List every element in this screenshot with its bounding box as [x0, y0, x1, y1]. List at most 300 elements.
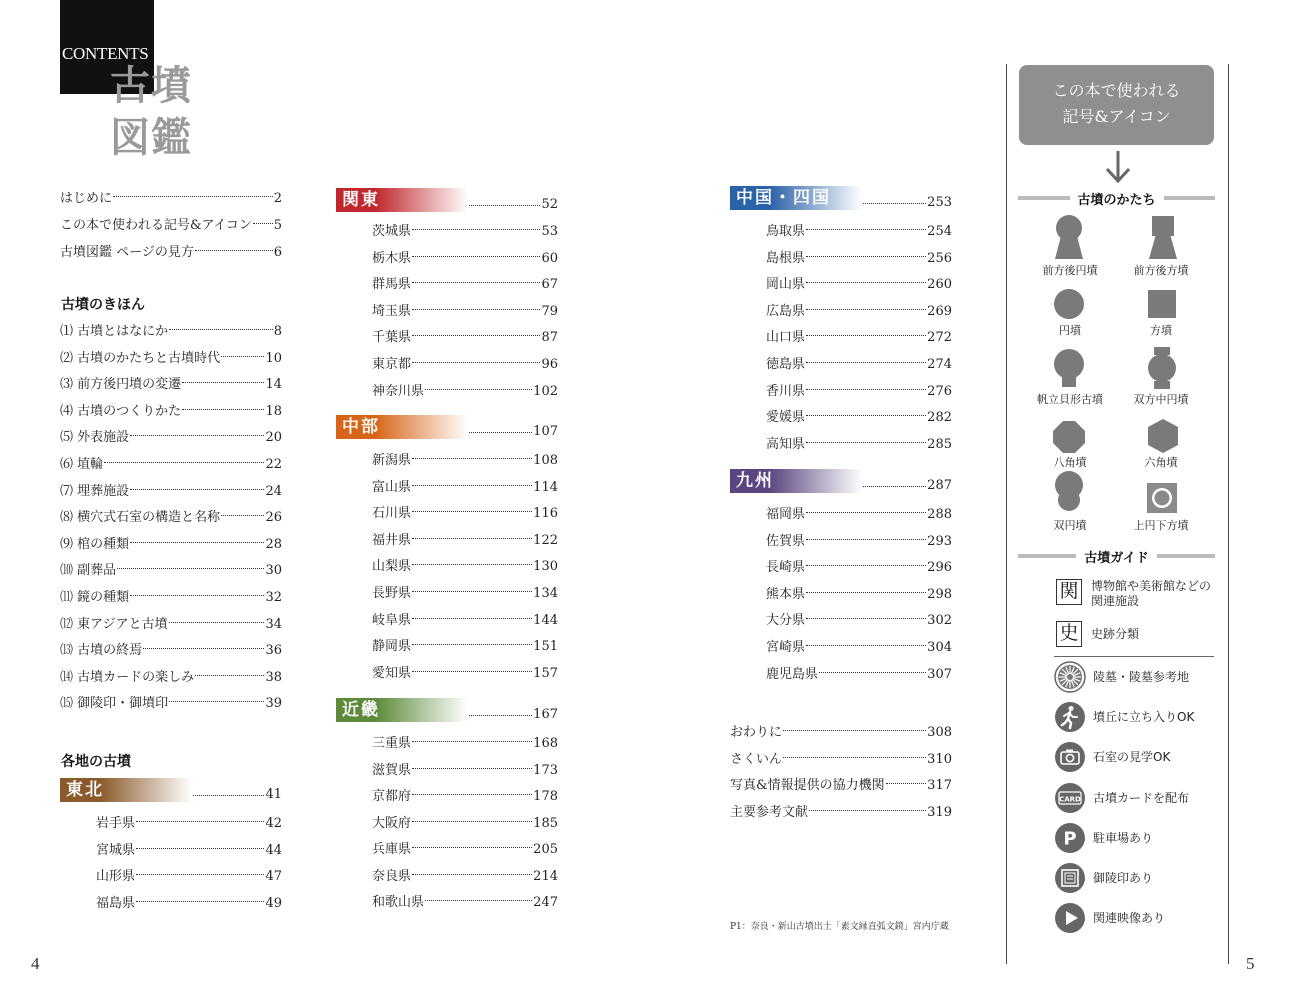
- twin-round-tomb-icon: [1052, 470, 1086, 514]
- toc-entry-label: 鹿児島県: [766, 666, 819, 682]
- toc-entry-prefecture[interactable]: [96, 839, 282, 857]
- toc-entry-prefecture[interactable]: [766, 556, 952, 574]
- camera-icon: [1054, 741, 1086, 773]
- toc-entry-label: ⑹ 埴輪: [60, 457, 104, 472]
- toc-entry-prefecture[interactable]: [372, 529, 558, 547]
- leader-dots: [412, 732, 532, 742]
- toc-entry-page: 14: [265, 377, 282, 393]
- toc-entry-label: 大分県: [766, 613, 806, 629]
- toc-entry-label: 山梨県: [372, 559, 412, 575]
- toc-entry-label: 岡山県: [766, 277, 806, 293]
- region-badge-kinki: 近畿: [336, 698, 468, 722]
- toc-entry-basics[interactable]: [60, 453, 282, 471]
- toc-entry-page: 151: [533, 639, 558, 655]
- toc-entry-page: 22: [265, 457, 282, 472]
- icon-text-card: 古墳カードを配布: [1093, 791, 1190, 805]
- hexagonal-tomb-icon: [1146, 418, 1180, 454]
- toc-entry-page: 30: [265, 563, 282, 579]
- toc-entry-page: 53: [541, 224, 558, 239]
- toc-entry-prefecture[interactable]: [372, 759, 558, 777]
- contents-label: CONTENTS: [62, 44, 149, 63]
- toc-entry-page: 39: [265, 696, 282, 712]
- shape-label-zenpokohofun: 前方後方墳: [1133, 264, 1189, 277]
- region-badge-chugoku: 中国・四国: [730, 186, 862, 210]
- shape-label-soenfun: 双円墳: [1053, 519, 1087, 532]
- toc-entry-prefecture[interactable]: [372, 353, 558, 371]
- toc-entry-prefecture[interactable]: [372, 865, 558, 883]
- toc-entry-label: 長野県: [372, 586, 412, 601]
- toc-entry-prefecture[interactable]: [372, 732, 558, 750]
- legend-title-line2: 記号&アイコン: [1062, 107, 1171, 126]
- toc-entry-label: 兵庫県: [372, 842, 412, 857]
- toc-entry-label: 福島県: [96, 895, 136, 911]
- toc-entry-basics[interactable]: [60, 480, 282, 498]
- toc-entry-page: 26: [265, 510, 282, 526]
- toc-entry-label: 京都府: [372, 789, 412, 804]
- toc-entry-label: 古墳図鑑 ページの見方: [60, 245, 194, 260]
- toc-entry-label: ⑺ 埋葬施設: [60, 483, 130, 499]
- toc-entry-label: 和歌山県: [372, 895, 425, 910]
- toc-entry-basics[interactable]: [60, 400, 282, 418]
- region-header-kyushu[interactable]: [730, 469, 952, 493]
- toc-entry-label: 福岡県: [766, 507, 806, 522]
- toc-entry-page: 38: [265, 669, 282, 685]
- icon-text-stamp: 御陵印あり: [1093, 871, 1154, 885]
- toc-entry-label: 大阪府: [372, 815, 412, 831]
- guide-divider: [1054, 656, 1214, 657]
- toc-entry-label: 石川県: [372, 506, 412, 522]
- toc-entry-prefecture[interactable]: [372, 326, 558, 344]
- leader-dots: [195, 666, 264, 676]
- guide-heading: 古墳ガイド: [1018, 549, 1215, 563]
- icon-text-chamber-visit: 石室の見学OK: [1093, 750, 1171, 764]
- toc-entry-label: 千葉県: [372, 330, 412, 346]
- toc-entry-label: 高知県: [766, 436, 806, 452]
- toc-entry-page: 310: [927, 751, 952, 767]
- play-icon: [1054, 902, 1086, 934]
- toc-entry-page: 256: [927, 250, 952, 266]
- leader-dots: [469, 194, 540, 206]
- toc-entry-prefecture[interactable]: [372, 838, 558, 856]
- toc-entry-label: 三重県: [372, 736, 412, 751]
- toc-entry-page: 282: [927, 410, 952, 426]
- toc-entry-prefecture[interactable]: [372, 891, 558, 909]
- toc-entry-prefecture[interactable]: [766, 530, 952, 548]
- region-badge-chubu: 中部: [336, 415, 468, 439]
- toc-entry-label: 写真&情報提供の協力機関: [730, 778, 885, 794]
- toc-entry-prefecture[interactable]: [766, 247, 952, 265]
- toc-entry-label: ⑽ 副葬品: [60, 563, 117, 579]
- toc-entry-prefecture[interactable]: [96, 892, 282, 910]
- leader-dots: [412, 812, 532, 822]
- leader-dots: [412, 326, 540, 336]
- toc-entry-prefecture[interactable]: [372, 662, 558, 680]
- leader-dots: [412, 502, 532, 512]
- toc-entry-prefecture[interactable]: [766, 636, 952, 654]
- toc-entry-label: ⑶ 前方後円墳の変遷: [60, 377, 182, 393]
- section-heading-basics: 古墳のきほん: [61, 297, 145, 313]
- leader-dots: [221, 347, 264, 357]
- toc-entry-intro[interactable]: [60, 241, 282, 259]
- leader-dots: [193, 784, 264, 796]
- toc-entry-closing[interactable]: [730, 801, 952, 819]
- toc-entry-page: 32: [265, 590, 282, 605]
- toc-entry-page: 116: [533, 506, 558, 522]
- toc-entry-label: ⑻ 横穴式石室の構造と名称: [60, 510, 221, 526]
- toc-entry-page: 114: [533, 479, 558, 495]
- leader-dots: [412, 529, 532, 539]
- toc-entry-label: 宮崎県: [766, 640, 806, 655]
- shape-label-rokkakufun: 六角墳: [1144, 456, 1178, 469]
- leader-dots: [806, 636, 926, 646]
- octagonal-tomb-icon: [1052, 420, 1086, 454]
- toc-entry-page: 185: [533, 815, 558, 831]
- toc-entry-basics[interactable]: [60, 373, 282, 391]
- region-page: 52: [541, 197, 558, 212]
- section-heading-regions: 各地の古墳: [61, 754, 131, 770]
- toc-entry-label: ⑵ 古墳のかたちと古墳時代: [60, 350, 221, 366]
- card-icon: [1054, 782, 1086, 814]
- leader-dots: [130, 586, 264, 596]
- toc-entry-page: 214: [533, 868, 558, 884]
- toc-entry-page: 276: [927, 383, 952, 399]
- leader-dots: [469, 704, 532, 716]
- leader-dots: [182, 373, 264, 383]
- toc-entry-label: 香川県: [766, 383, 806, 399]
- leader-dots: [469, 421, 532, 433]
- region-badge-kanto: 関東: [336, 188, 468, 212]
- toc-entry-basics[interactable]: [60, 666, 282, 684]
- leader-dots: [819, 663, 926, 673]
- toc-entry-prefecture[interactable]: [766, 326, 952, 344]
- toc-entry-page: 144: [533, 612, 558, 628]
- toc-entry-prefecture[interactable]: [372, 609, 558, 627]
- photo-credit: P1：奈良・新山古墳出土「素文縁直弧文鏡」宮内庁蔵: [730, 922, 949, 932]
- leader-dots: [412, 555, 532, 565]
- toc-entry-label: 徳島県: [766, 357, 806, 372]
- leader-dots: [806, 433, 926, 443]
- toc-entry-page: 319: [927, 804, 952, 820]
- twin-square-round-tomb-icon: [1146, 346, 1178, 390]
- toc-entry-prefecture[interactable]: [766, 220, 952, 238]
- shape-label-zenpokoenfun: 前方後円墳: [1042, 264, 1098, 277]
- toc-entry-page: 260: [927, 277, 952, 293]
- leader-dots: [412, 662, 532, 672]
- guide-historic-site-text: 史跡分類: [1091, 627, 1140, 641]
- legend-title-line1: この本で使われる: [1052, 81, 1181, 100]
- leader-dots: [136, 892, 264, 902]
- toc-entry-page: 130: [533, 559, 558, 575]
- toc-entry-page: 24: [265, 483, 282, 499]
- leader-dots: [412, 449, 532, 459]
- toc-entry-prefecture[interactable]: [96, 865, 282, 883]
- shape-label-hakkakufun: 八角墳: [1053, 456, 1087, 469]
- toc-entry-page: 6: [273, 245, 282, 260]
- leader-dots: [425, 380, 532, 390]
- toc-entry-label: おわりに: [730, 725, 783, 740]
- toc-entry-prefecture[interactable]: [372, 247, 558, 265]
- leader-dots: [412, 220, 540, 230]
- leader-dots: [806, 503, 926, 513]
- toc-entry-page: 247: [533, 895, 558, 910]
- leader-dots: [806, 326, 926, 336]
- toc-entry-prefecture[interactable]: [766, 300, 952, 318]
- toc-entry-page: 307: [927, 666, 952, 682]
- toc-entry-label: 滋賀県: [372, 762, 412, 778]
- toc-entry-page: 254: [927, 224, 952, 239]
- leader-dots: [783, 748, 926, 758]
- toc-entry-basics[interactable]: [60, 639, 282, 657]
- leader-dots: [412, 759, 532, 769]
- toc-entry-basics[interactable]: [60, 586, 282, 604]
- square-tomb-icon: [1146, 288, 1178, 320]
- shape-label-enfun: 円墳: [1059, 324, 1081, 337]
- leader-dots: [143, 639, 264, 649]
- toc-entry-prefecture[interactable]: [372, 555, 558, 573]
- icon-text-parking: 駐車場あり: [1093, 831, 1154, 845]
- leader-dots: [806, 583, 926, 593]
- toc-entry-label: 福井県: [372, 532, 412, 548]
- leader-dots: [806, 406, 926, 416]
- leader-dots: [412, 785, 532, 795]
- leader-dots: [412, 273, 540, 283]
- page-number-left: 4: [31, 954, 40, 973]
- toc-entry-prefecture[interactable]: [372, 449, 558, 467]
- toc-entry-basics[interactable]: [60, 347, 282, 365]
- leader-dots: [806, 609, 926, 619]
- toc-entry-label: 栃木県: [372, 250, 412, 266]
- region-page: 167: [533, 707, 558, 722]
- leader-dots: [169, 692, 264, 702]
- stamp-icon: [1054, 862, 1086, 894]
- toc-entry-prefecture[interactable]: [372, 812, 558, 830]
- toc-entry-prefecture[interactable]: [372, 380, 558, 398]
- toc-entry-intro[interactable]: [60, 214, 282, 232]
- shapes-heading: 古墳のかたち: [1018, 191, 1215, 205]
- toc-entry-page: 44: [265, 842, 282, 858]
- leader-dots: [117, 559, 264, 569]
- toc-entry-page: 205: [533, 842, 558, 857]
- toc-entry-page: 28: [265, 536, 282, 552]
- region-badge-kyushu: 九州: [730, 469, 862, 493]
- icon-text-enter-mound: 墳丘に立ち入りOK: [1093, 710, 1195, 724]
- toc-entry-basics[interactable]: [60, 559, 282, 577]
- toc-entry-page: 308: [927, 725, 952, 740]
- leader-dots: [412, 838, 532, 848]
- toc-entry-closing[interactable]: [730, 774, 952, 792]
- toc-entry-page: 10: [265, 350, 282, 366]
- toc-entry-page: 20: [265, 430, 282, 446]
- icon-text-ryobo: 陵墓・陵墓参考地: [1093, 670, 1190, 684]
- round-on-square-tomb-icon: [1146, 482, 1178, 514]
- leader-dots: [136, 865, 264, 875]
- toc-entry-basics[interactable]: [60, 613, 282, 631]
- svg-text:CARD: CARD: [1059, 795, 1081, 804]
- leader-dots: [806, 247, 926, 257]
- toc-entry-closing[interactable]: [730, 748, 952, 766]
- leader-dots: [221, 506, 264, 516]
- toc-entry-label: ⒀ 古墳の終焉: [60, 643, 143, 659]
- toc-entry-label: 群馬県: [372, 277, 412, 293]
- toc-entry-page: 8: [273, 324, 282, 339]
- toc-entry-prefecture[interactable]: [372, 635, 558, 653]
- toc-entry-label: 茨城県: [372, 224, 412, 239]
- toc-entry-page: 168: [533, 736, 558, 751]
- toc-entry-page: 274: [927, 357, 952, 372]
- toc-entry-page: 285: [927, 436, 952, 452]
- toc-entry-label: ⑸ 外表施設: [60, 430, 130, 446]
- round-tomb-icon: [1052, 288, 1086, 320]
- toc-entry-page: 296: [927, 560, 952, 576]
- toc-entry-page: 317: [927, 778, 952, 794]
- toc-entry-label: さくいん: [730, 751, 783, 767]
- toc-entry-prefecture[interactable]: [372, 785, 558, 803]
- toc-entry-page: 36: [265, 643, 282, 659]
- toc-entry-basics[interactable]: [60, 533, 282, 551]
- region-header-chubu[interactable]: [336, 415, 558, 439]
- toc-entry-page: 60: [541, 250, 558, 266]
- toc-entry-page: 18: [265, 403, 282, 419]
- leader-dots: [113, 187, 273, 197]
- toc-entry-label: 長崎県: [766, 560, 806, 576]
- toc-entry-basics[interactable]: [60, 320, 282, 338]
- leader-dots: [130, 480, 264, 490]
- toc-entry-label: 宮城県: [96, 842, 136, 858]
- region-header-chugoku[interactable]: [730, 186, 952, 210]
- leader-dots: [412, 865, 532, 875]
- toc-entry-label: 熊本県: [766, 586, 806, 602]
- leader-dots: [412, 582, 532, 592]
- toc-entry-label: 奈良県: [372, 868, 412, 884]
- legend-border-right: [1228, 64, 1229, 964]
- book-title-line1: 古墳: [110, 63, 192, 109]
- leader-dots: [806, 380, 926, 390]
- toc-entry-page: 87: [541, 330, 558, 346]
- toc-entry-intro[interactable]: [60, 187, 282, 205]
- toc-entry-label: 広島県: [766, 303, 806, 319]
- guide-museum-text: 博物館や美術館などの 関連施設: [1091, 579, 1212, 608]
- shape-label-hofun: 方墳: [1150, 324, 1172, 337]
- toc-entry-label: 岩手県: [96, 816, 136, 831]
- toc-entry-basics[interactable]: [60, 692, 282, 710]
- toc-entry-label: ⑷ 古墳のつくりかた: [60, 403, 182, 419]
- toc-entry-label: 愛媛県: [766, 410, 806, 426]
- toc-entry-page: 302: [927, 613, 952, 629]
- region-header-kinki[interactable]: [336, 698, 558, 722]
- toc-entry-page: 96: [541, 357, 558, 372]
- toc-entry-label: 静岡県: [372, 639, 412, 655]
- toc-entry-label: 埼玉県: [372, 303, 412, 319]
- toc-entry-prefecture[interactable]: [766, 583, 952, 601]
- toc-entry-page: 288: [927, 507, 952, 522]
- leader-dots: [806, 556, 926, 566]
- toc-entry-page: 2: [273, 191, 282, 206]
- leader-dots: [863, 475, 926, 487]
- toc-entry-page: 293: [927, 533, 952, 549]
- toc-entry-label: ⑿ 東アジアと古墳: [60, 616, 168, 632]
- toc-entry-prefecture[interactable]: [766, 503, 952, 521]
- toc-entry-closing[interactable]: [730, 721, 952, 739]
- toc-entry-label: 鳥取県: [766, 224, 806, 239]
- region-badge-tohoku: 東北: [60, 778, 192, 802]
- region-page: 41: [265, 787, 282, 802]
- leader-dots: [412, 353, 540, 363]
- toc-entry-prefecture[interactable]: [372, 273, 558, 291]
- toc-entry-label: 山形県: [96, 869, 136, 884]
- svg-text:P: P: [1063, 828, 1077, 850]
- keyhole-tomb-icon: [1052, 214, 1086, 260]
- toc-entry-prefecture[interactable]: [96, 812, 282, 830]
- toc-entry-label: ⒂ 御陵印・御墳印: [60, 696, 169, 712]
- toc-entry-label: 東京都: [372, 357, 412, 372]
- leader-dots: [886, 774, 927, 784]
- region-page: 253: [927, 195, 952, 210]
- leader-dots: [412, 609, 532, 619]
- historic-site-mark-icon: 史: [1056, 621, 1082, 647]
- leader-dots: [412, 476, 532, 486]
- leader-dots: [136, 812, 264, 822]
- leader-dots: [104, 453, 264, 463]
- toc-entry-prefecture[interactable]: [766, 433, 952, 451]
- region-header-tohoku[interactable]: [60, 778, 282, 802]
- toc-entry-label: ⑼ 棺の種類: [60, 536, 130, 552]
- icon-text-video: 関連映像あり: [1093, 911, 1166, 925]
- leader-dots: [806, 530, 926, 540]
- leader-dots: [783, 721, 926, 731]
- page-number-right: 5: [1246, 954, 1255, 973]
- toc-entry-page: 67: [541, 277, 558, 293]
- leader-dots: [806, 273, 926, 283]
- toc-entry-page: 47: [265, 869, 282, 884]
- square-keyhole-tomb-icon: [1146, 214, 1180, 260]
- toc-entry-prefecture[interactable]: [766, 380, 952, 398]
- toc-entry-basics[interactable]: [60, 506, 282, 524]
- toc-entry-prefecture[interactable]: [766, 663, 952, 681]
- leader-dots: [806, 220, 926, 230]
- leader-dots: [412, 300, 540, 310]
- toc-entry-prefecture[interactable]: [766, 353, 952, 371]
- toc-entry-page: 42: [265, 816, 282, 831]
- toc-entry-prefecture[interactable]: [372, 220, 558, 238]
- toc-entry-label: ⒁ 古墳カードの楽しみ: [60, 669, 195, 685]
- leader-dots: [253, 214, 273, 224]
- toc-entry-prefecture[interactable]: [766, 406, 952, 424]
- toc-entry-page: 79: [541, 303, 558, 319]
- toc-entry-prefecture[interactable]: [372, 502, 558, 520]
- museum-mark-icon: 関: [1056, 579, 1082, 605]
- shape-label-soho-chuen: 双方中円墳: [1133, 393, 1189, 406]
- toc-entry-page: 34: [265, 616, 282, 632]
- toc-entry-label: 山口県: [766, 330, 806, 346]
- toc-entry-label: はじめに: [60, 191, 113, 206]
- shape-label-joen-kaho: 上円下方墳: [1133, 519, 1189, 532]
- toc-entry-page: 298: [927, 586, 952, 602]
- toc-entry-prefecture[interactable]: [766, 273, 952, 291]
- toc-entry-prefecture[interactable]: [372, 582, 558, 600]
- toc-entry-page: 269: [927, 303, 952, 319]
- toc-entry-prefecture[interactable]: [372, 476, 558, 494]
- toc-entry-basics[interactable]: [60, 426, 282, 444]
- toc-entry-page: 272: [927, 330, 952, 346]
- legend-border-left: [1006, 64, 1007, 964]
- leader-dots: [412, 247, 540, 257]
- chrysanthemum-icon: [1054, 661, 1086, 693]
- region-page: 287: [927, 478, 952, 493]
- toc-entry-label: 島根県: [766, 250, 806, 266]
- region-header-kanto[interactable]: [336, 188, 558, 212]
- toc-entry-prefecture[interactable]: [372, 300, 558, 318]
- toc-entry-prefecture[interactable]: [766, 609, 952, 627]
